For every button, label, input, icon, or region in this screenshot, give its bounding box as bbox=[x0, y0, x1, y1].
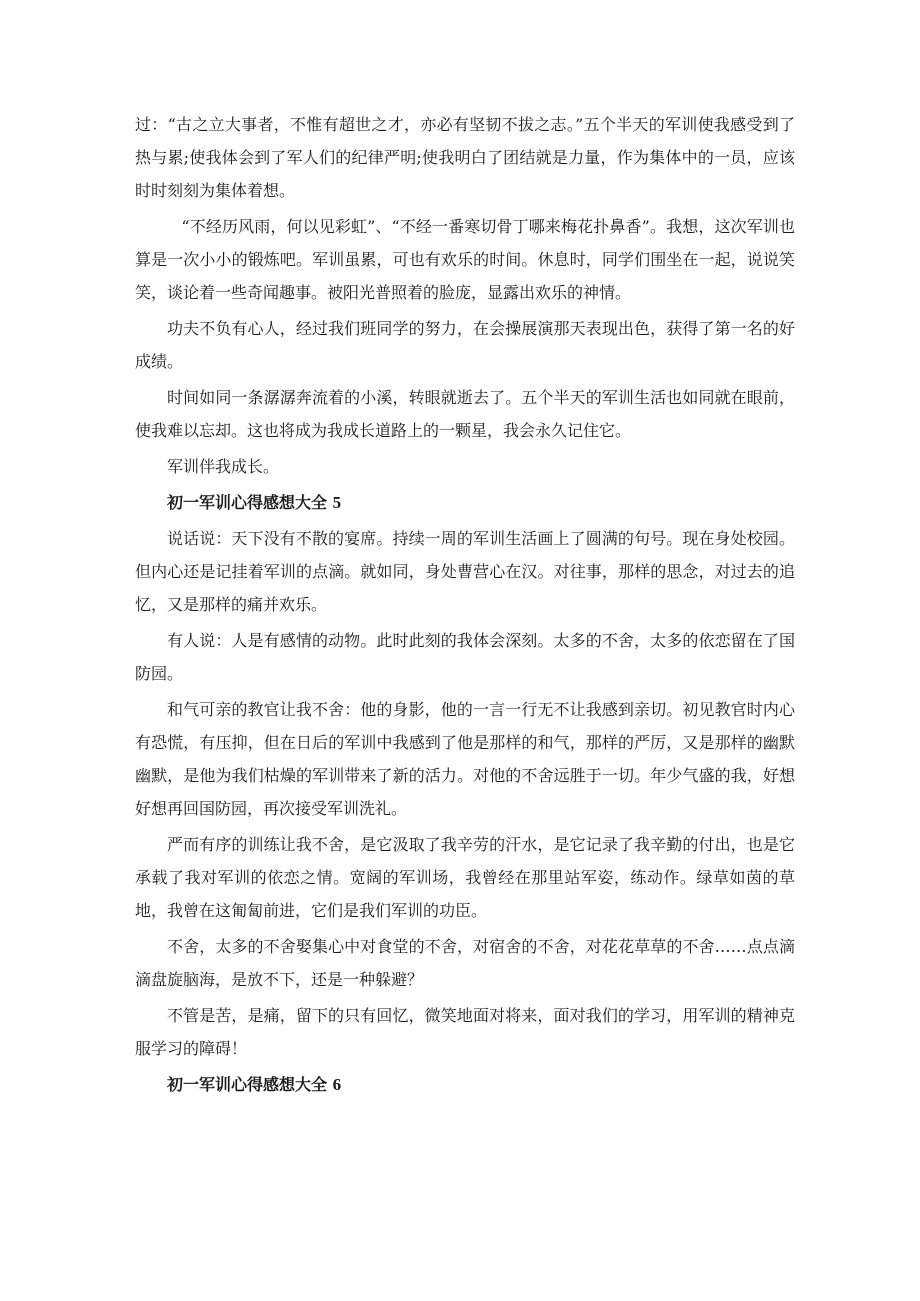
paragraph-5-3: 和气可亲的教官让我不舍：他的身影，他的一言一行无不让我感到亲切。初见教官时内心有恐慌，有压抑，但在日后的军训中我感到了他是那样的和气，那样的严厉，又是那样的幽默幽默，是他为我们枯燥的军训带来了新的活力。对他的不舍远胜于一切。年少气盛的我，好想好想再回国防园，再次接受军训洗礼。 bbox=[135, 700, 795, 818]
section-heading-5-number: 5 bbox=[332, 493, 342, 512]
section-heading-5-text: 初一军训心得感想大全 bbox=[167, 493, 328, 512]
paragraph-2: “不经历风雨，何以见彩虹”、“不经一番寒切骨丁哪来梅花扑鼻香”。我想，这次军训也算是一次小小的锻炼吧。军训虽累，可也有欢乐的时间。休息时，同学们围坐在一起，说说笑笑，谈论着一些奇闻趣事。被阳光普照着的脸庞，显露出欢乐的神情。 bbox=[135, 217, 795, 302]
paragraph-5-2: 有人说：人是有感情的动物。此时此刻的我体会深刻。太多的不舍，太多的依恋留在了国防园。 bbox=[135, 631, 795, 683]
paragraph-5-4: 严而有序的训练让我不舍，是它汲取了我辛劳的汗水，是它记录了我辛勤的付出，也是它承载了我对军训的依恋之情。宽阔的军训场，我曾经在那里站军姿，练动作。绿草如茵的草地，我曾在这匍匐前进，它们是我们军训的功臣。 bbox=[135, 835, 795, 920]
paragraph-5-1: 说话说：天下没有不散的宴席。持续一周的军训生活画上了圆满的句号。现在身处校园。但内心还是记挂着军训的点滴。就如同，身处曹营心在汉。对往事，那样的思念，对过去的追忆，又是那样的痛并欢乐。 bbox=[135, 529, 795, 614]
paragraph-5-6: 不管是苦，是痛，留下的只有回忆，微笑地面对将来，面对我们的学习，用军训的精神克服学习的障碍！ bbox=[135, 1006, 795, 1058]
section-heading-5 bbox=[135, 486, 795, 519]
section-heading-6-number: 6 bbox=[332, 1075, 342, 1094]
paragraph-3: 功夫不负有心人，经过我们班同学的努力，在会操展演那天表现出色，获得了第一名的好成绩。 bbox=[135, 319, 795, 371]
paragraph-4: 时间如同一条潺潺奔流着的小溪，转眼就逝去了。五个半天的军训生活也如同就在眼前，使我难以忘却。这也将成为我成长道路上的一颗星，我会永久记住它。 bbox=[135, 388, 795, 440]
document-page bbox=[135, 108, 795, 1101]
paragraph-1: 过：“古之立大事者，不惟有超世之才，亦必有坚韧不拔之志。”五个半天的军训使我感受到了热与累;使我体会到了军人们的纪律严明;使我明白了团结就是力量，作为集体中的一员，应该时时刻刻为集体着想。 bbox=[135, 115, 795, 200]
paragraph-5-5: 不舍，太多的不舍娶集心中对食堂的不舍，对宿舍的不舍，对花花草草的不舍……点点滴滴盘旋脑海，是放不下，还是一种躲避？ bbox=[135, 937, 795, 989]
section-heading-6 bbox=[135, 1068, 795, 1101]
paragraph-5: 军训伴我成长。 bbox=[167, 457, 280, 476]
section-heading-6-text: 初一军训心得感想大全 bbox=[167, 1075, 328, 1094]
